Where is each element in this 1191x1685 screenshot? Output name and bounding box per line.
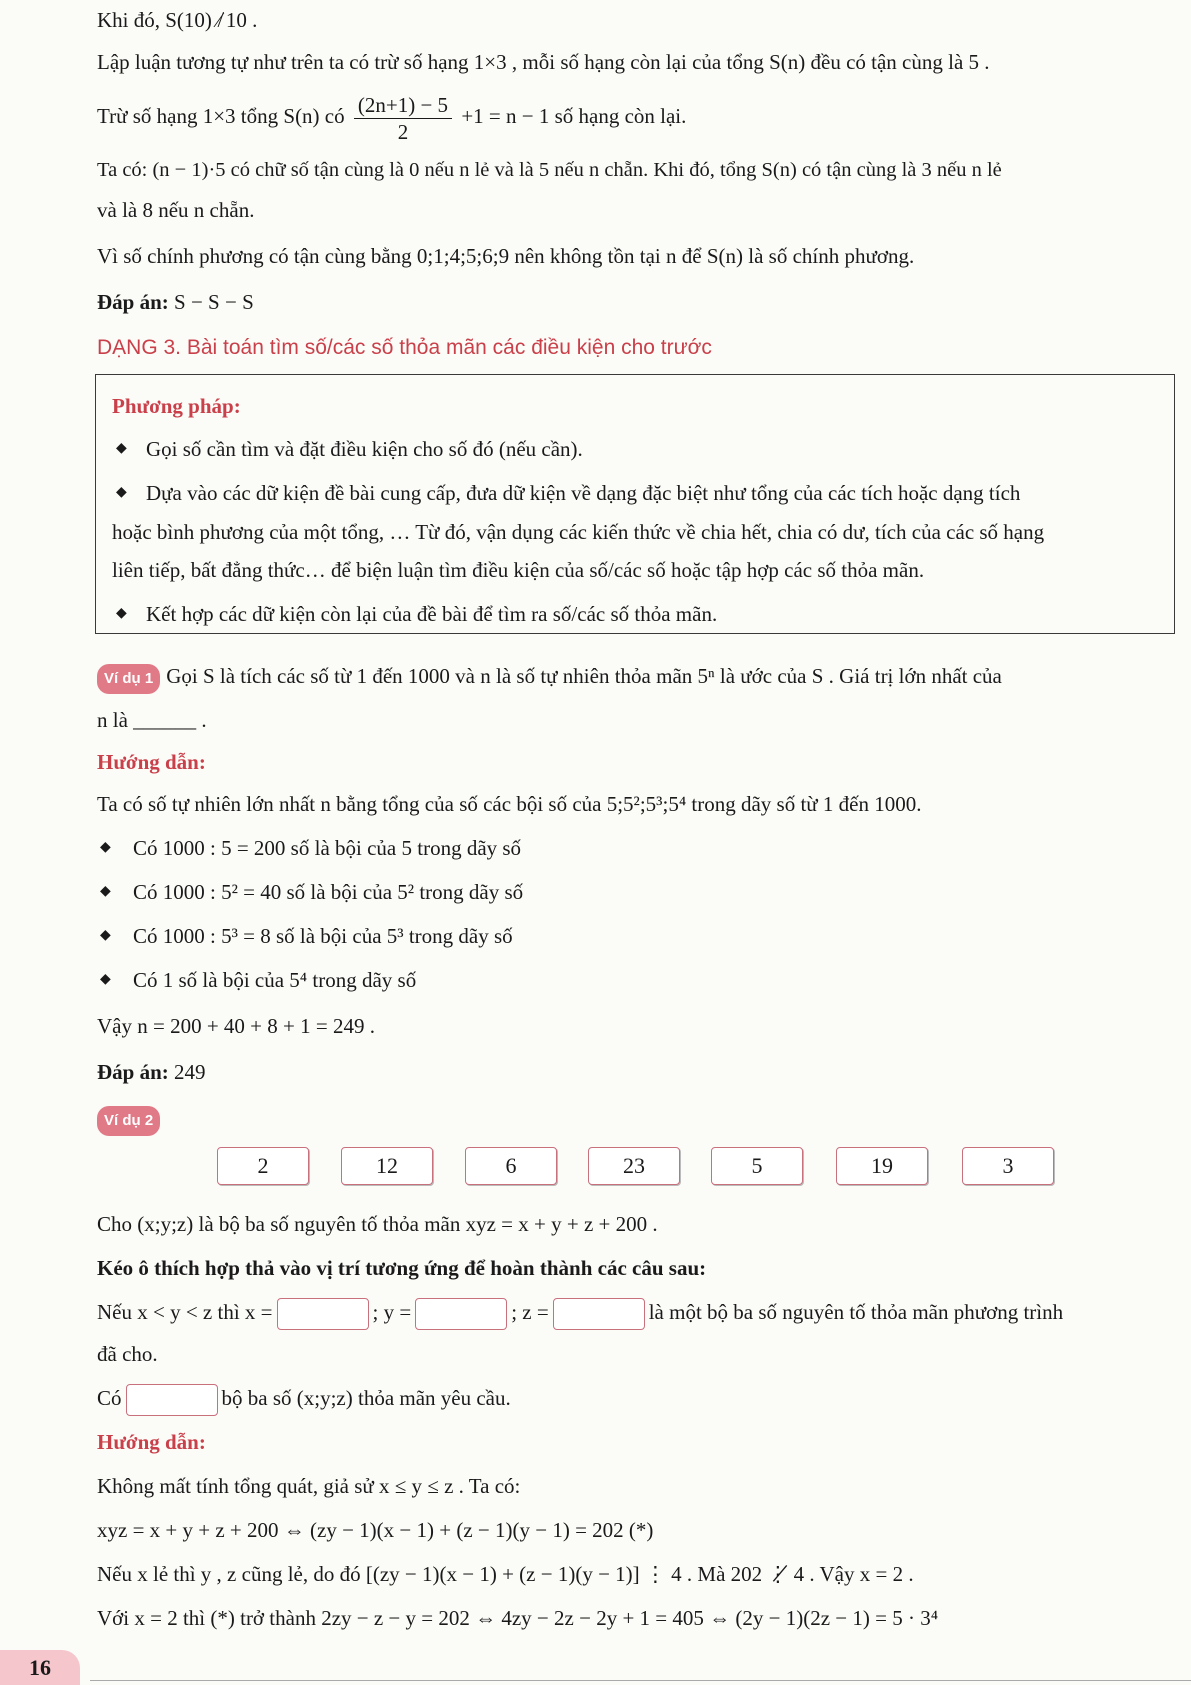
text-fragment: bộ ba số (x;y;z) thỏa mãn yêu cầu. <box>221 1386 511 1410</box>
text-line: hoặc bình phương của một tổng, … Từ đó, vận dụng các kiến thức về chia hết, chia có dư, tích của các số hạng <box>112 520 1045 544</box>
list-item: ◆ Có 1000 : 5² = 40 số là bội của 5² trong dãy số <box>100 880 524 904</box>
fraction-numerator: (2n+1) − 5 <box>354 92 452 119</box>
text-fragment: ; y = <box>372 1300 412 1324</box>
drag-tile[interactable]: 19 <box>836 1147 928 1185</box>
text-fragment: ; z = <box>511 1300 549 1324</box>
page-number: 16 <box>0 1650 80 1685</box>
text-line: Không mất tính tổng quát, giả sử x ≤ y ≤ z . Ta có: <box>97 1474 521 1498</box>
drag-tile[interactable]: 6 <box>465 1147 557 1185</box>
text-line: Với x = 2 thì (*) trở thành 2zy − z − y = 202 ⇔ 4zy − 2z − 2y + 1 = 405 ⇔ (2y − 1)(2z − 1) = 5 · 3⁴ <box>97 1606 939 1630</box>
fill-sentence <box>97 1384 511 1416</box>
list-item-text: Có 1 số là bội của 5⁴ trong dãy số <box>133 968 417 992</box>
text-line <box>97 86 686 146</box>
answer-value: 249 <box>174 1060 206 1084</box>
example-badge: Ví dụ 1 <box>97 664 160 694</box>
answer-line <box>97 288 254 316</box>
text-line: đã cho. <box>97 1342 158 1366</box>
method-bullet: ◆ Gọi số cần tìm và đặt điều kiện cho số đó (nếu cần). <box>116 437 583 461</box>
drop-slot-count[interactable] <box>126 1384 218 1416</box>
list-item-text: Có 1000 : 5² = 40 số là bội của 5² trong dãy số <box>133 880 524 904</box>
text-line: Lập luận tương tự như trên ta có trừ số hạng 1×3 , mỗi số hạng còn lại của tổng S(n) đều có tận cùng là 5 . <box>97 50 990 74</box>
list-item: ◆ Có 1000 : 5 = 200 số là bội của 5 trong dãy số <box>100 836 522 860</box>
bottom-rule <box>90 1680 1191 1681</box>
text-line: Vì số chính phương có tận cùng bằng 0;1;4;5;6;9 nên không tồn tại n để S(n) là số chính phương. <box>97 244 915 268</box>
text-line: Khi đó, S(10) ⁄̸ 10 . <box>97 8 258 32</box>
drag-tile[interactable]: 5 <box>711 1147 803 1185</box>
list-item-text: Có 1000 : 5 = 200 số là bội của 5 trong dãy số <box>133 836 522 860</box>
text-line: xyz = x + y + z + 200 ⇔ (zy − 1)(x − 1) + (z − 1)(y − 1) = 202 (*) <box>97 1518 654 1542</box>
drop-slot-z[interactable] <box>553 1298 645 1330</box>
guide-title: Hướng dẫn: <box>97 1430 206 1454</box>
bullet-text: Kết hợp các dữ kiện còn lại của đề bài để tìm ra số/các số thỏa mãn. <box>146 602 718 626</box>
drag-tile[interactable]: 12 <box>341 1147 433 1185</box>
section-heading: DẠNG 3. Bài toán tìm số/các số thỏa mãn các điều kiện cho trước <box>97 336 712 359</box>
instruction: Kéo ô thích hợp thả vào vị trí tương ứng để hoàn thành các câu sau: <box>97 1256 707 1280</box>
answer-label: Đáp án: <box>97 1060 169 1084</box>
text-line: liên tiếp, bất đẳng thức… để biện luận tìm điều kiện của số/các số hoặc tập hợp các số thỏa mãn. <box>112 558 925 582</box>
drag-tile[interactable]: 2 <box>217 1147 309 1185</box>
fraction <box>354 92 452 145</box>
method-bullet: ◆ Kết hợp các dữ kiện còn lại của đề bài để tìm ra số/các số thỏa mãn. <box>116 602 718 626</box>
text-fragment: là một bộ ba số nguyên tố thỏa mãn phương trình <box>648 1300 1064 1324</box>
text-line: và là 8 nếu n chẵn. <box>97 198 255 222</box>
text-fragment: Trừ số hạng 1×3 tổng S(n) có <box>97 104 345 128</box>
bullet-text: Gọi số cần tìm và đặt điều kiện cho số đó (nếu cần). <box>146 437 583 461</box>
answer-line <box>97 1058 206 1086</box>
example1-question <box>97 662 1002 694</box>
drag-tile[interactable]: 3 <box>962 1147 1054 1185</box>
bullet-text: Dựa vào các dữ kiện đề bài cung cấp, đưa dữ kiện về dạng đặc biệt như tổng của các tích hoặc dạng tích <box>146 481 1021 505</box>
guide-title: Hướng dẫn: <box>97 750 206 774</box>
text-line: Vậy n = 200 + 40 + 8 + 1 = 249 . <box>97 1014 375 1038</box>
answer-label: Đáp án: <box>97 290 169 314</box>
text-line: Cho (x;y;z) là bộ ba số nguyên tố thỏa mãn xyz = x + y + z + 200 . <box>97 1212 658 1236</box>
fill-sentence <box>97 1298 1063 1330</box>
fraction-denominator: 2 <box>397 119 409 144</box>
text-line: Ta có số tự nhiên lớn nhất n bằng tổng của số các bội số của 5;5²;5³;5⁴ trong dãy số từ 1 đến 1000. <box>97 792 922 816</box>
text-fragment: Nếu x < y < z thì x = <box>97 1300 273 1324</box>
method-title: Phương pháp: <box>112 394 241 418</box>
question-text: Gọi S là tích các số từ 1 đến 1000 và n là số tự nhiên thỏa mãn 5ⁿ là ước của S . Giá trị lớn nhất của <box>166 664 1002 688</box>
method-bullet: ◆ Dựa vào các dữ kiện đề bài cung cấp, đưa dữ kiện về dạng đặc biệt như tổng của các tích hoặc dạng tích <box>116 481 1021 505</box>
list-item-text: Có 1000 : 5³ = 8 số là bội của 5³ trong dãy số <box>133 924 513 948</box>
drop-slot-y[interactable] <box>415 1298 507 1330</box>
drop-slot-x[interactable] <box>277 1298 369 1330</box>
example2-badge-line <box>97 1104 166 1136</box>
example-badge: Ví dụ 2 <box>97 1106 160 1136</box>
text-line: n là ______ . <box>97 708 207 732</box>
list-item: ◆ Có 1 số là bội của 5⁴ trong dãy số <box>100 968 417 992</box>
text-line: Ta có: (n − 1)·5 có chữ số tận cùng là 0 nếu n lẻ và là 5 nếu n chẵn. Khi đó, tổng S(n) có tận cùng là 3 nếu n lẻ <box>97 159 1002 181</box>
answer-value: S − S − S <box>174 290 254 314</box>
text-fragment: +1 = n − 1 số hạng còn lại. <box>461 104 687 128</box>
drag-tile[interactable]: 23 <box>588 1147 680 1185</box>
text-fragment: Có <box>97 1386 122 1410</box>
text-line: Nếu x lẻ thì y , z cũng lẻ, do đó [(zy − 1)(x − 1) + (z − 1)(y − 1)] ⋮ 4 . Mà 202 ⋮̸ 4 . Vậy x = 2 . <box>97 1562 914 1586</box>
list-item: ◆ Có 1000 : 5³ = 8 số là bội của 5³ trong dãy số <box>100 924 513 948</box>
